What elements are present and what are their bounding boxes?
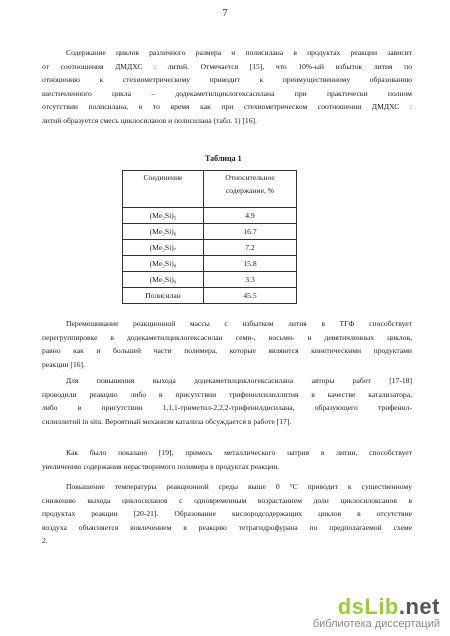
paragraph-line: Для повышения выхода додекаметилциклогексасилана авторы работ [17-18] xyxy=(66,376,412,385)
table-cell-compound: Полисилан xyxy=(123,288,204,304)
page-number: 7 xyxy=(222,8,228,19)
paragraph-line: силиллитий in situ. Вероятный механизм катализа обсуждается в работе [17]. xyxy=(42,416,292,426)
paragraph-line: реакции [16]. xyxy=(42,359,85,369)
paragraph-line: либо в присутствии 1,1,1-триметил-2,2,2-трифенилдисилана, образующего трифенил- xyxy=(42,403,412,413)
table-row xyxy=(123,224,297,240)
paragraph-1 xyxy=(42,46,412,128)
table-cell-value: 7.2 xyxy=(204,240,297,256)
paragraph-5 xyxy=(42,480,412,548)
table-cell-value: 3.3 xyxy=(204,272,297,288)
table-row xyxy=(123,256,297,272)
watermark-logo xyxy=(313,594,440,620)
paragraph-line: Содержание циклов различного размера и полисилана в продуктах реакции зависит xyxy=(66,48,412,57)
table-cell-value: 4.9 xyxy=(204,208,297,224)
table-cell-compound: (Me₂Si)₉ xyxy=(123,272,204,288)
table-cell-compound: (Me₂Si)₇ xyxy=(123,240,204,256)
paragraph-line: увеличению содержания нерастворимого полимера в продуктах реакции. xyxy=(42,461,280,471)
table-cell-compound: (Me₂Si)₆ xyxy=(123,224,204,240)
paragraph-line: литий образуется смесь циклосиланов и полисилана (табл. 1) [16]. xyxy=(42,115,257,125)
paragraph-line: Перемешивание реакционной массы с избытком лития в ТГФ способствует xyxy=(66,319,412,328)
paragraph-line: Повышение температуры реакционной среды выше 0 °С приводит к существенному xyxy=(66,482,412,491)
paragraph-line: отношению к стехиометрическому приводит к преимущественному образованию xyxy=(42,75,412,85)
watermark-subtitle: библиотека диссертаций xyxy=(312,618,440,630)
table-row xyxy=(123,240,297,256)
paragraph-line: воздуха объясняется вовлечением в реакцию тетрагидрофурана по предполагаемой схеме xyxy=(42,522,412,532)
paragraph-line: продуктах реакции [20-21]. Образование кислородсодержащих циклов в отсутствие xyxy=(42,509,412,519)
paragraph-line: проводили реакцию либо в присутствии трифенилсилиллития в качестве катализатора, xyxy=(42,389,412,399)
composition-table xyxy=(122,170,297,304)
table-row xyxy=(123,288,297,304)
table-cell-value: 15.8 xyxy=(204,256,297,272)
table-row xyxy=(123,272,297,288)
watermark-logo-tld: .net xyxy=(398,594,440,619)
paragraph-line: от соотношения ДМДХС : литий. Отмечается [15], что 10%-ый избыток лития по xyxy=(42,61,412,71)
paragraph-line: 2. xyxy=(42,536,48,546)
table-cell-compound: (Me₂Si)₅ xyxy=(123,208,204,224)
paragraph-line: отсутствии полисилана, в то время как при стехиометрическом соотношении ДМДХС : xyxy=(42,102,412,112)
paragraph-3 xyxy=(42,374,412,428)
watermark-logo-main: dsLib xyxy=(337,594,399,619)
paragraph-line: шестичленного цикла – додекаметилциклогексасилана при практически полном xyxy=(42,88,412,98)
table-header-compound: Соединение xyxy=(123,171,204,208)
table-cell-value: 16.7 xyxy=(204,224,297,240)
table-cell-value: 45.5 xyxy=(204,288,297,304)
paragraph-line: Как было показано [19], примесь металлического натрия в литии, способствует xyxy=(66,448,412,457)
paragraph-4 xyxy=(42,446,412,473)
paragraph-line: равно как и большей части полимера, которые являются кинетическими продуктами xyxy=(42,346,412,356)
table-cell-compound: (Me₂Si)₈ xyxy=(123,256,204,272)
table-header-row xyxy=(123,171,297,208)
paragraph-line: перегруппировке в додекаметилциклогексасилан семи-, восьми- и девятичленных циклов, xyxy=(42,332,412,342)
paragraph-line: снижению выхода циклосиланов с одновременным возрастанием доли циклосилоксанов в xyxy=(42,495,412,505)
table-row xyxy=(123,208,297,224)
watermark xyxy=(313,594,440,630)
header-line: содержание, % xyxy=(225,186,275,195)
table-header-content xyxy=(204,171,297,208)
paragraph-2 xyxy=(42,317,412,371)
table-title: Таблица 1 xyxy=(205,154,242,163)
header-line: Относительное xyxy=(225,173,275,182)
